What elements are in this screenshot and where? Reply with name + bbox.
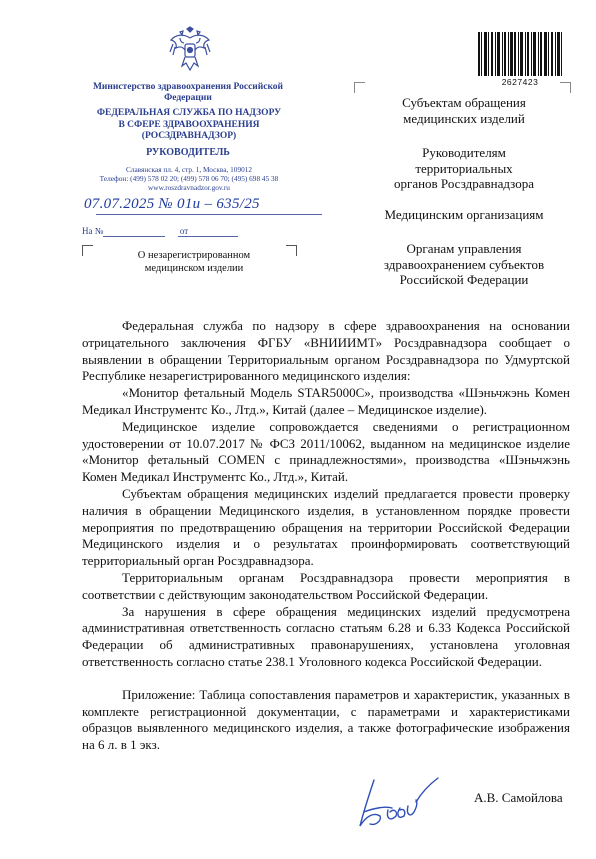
agency-line-2: В СФЕРЕ ЗДРАВООХРАНЕНИЯ	[118, 119, 260, 130]
addressee-3-line-1: Медицинским организациям	[384, 207, 544, 222]
addressee-corner-right	[560, 82, 571, 93]
body-paragraph-2: «Монитор фетальный Модель STAR5000C», производства «Шэньчжэнь Комен Медикал Инструментс Ко., Лтд.», Китай (далее – Медицинское изделие).	[82, 385, 570, 417]
addressee-corner-left	[354, 82, 365, 93]
addressee-3	[356, 207, 572, 223]
contacts	[76, 165, 302, 192]
na-label: На №	[82, 226, 104, 236]
addressee-1-line-1: Субъектам обращения	[402, 95, 526, 110]
appendix-paragraph: Приложение: Таблица сопоставления параметров и характеристик, указанных в комплекте регистрационной документации, с параметрами и характеристиками образцов выявленного медицинского изделия, а также фотографические изображения на 6 л. в 1 экз.	[82, 686, 570, 753]
phones: Телефон: (499) 578 02 20; (499) 578 06 70; (495) 698 45 38	[99, 174, 279, 183]
body-paragraph-5: Территориальным органам Росздравнадзора провести мероприятия в соответствии с действующим законодательством Российской Федерации.	[82, 569, 570, 602]
addressee-4-line-2: здравоохранением субъектов	[383, 256, 545, 272]
website: www.roszdravnadzor.gov.ru	[148, 183, 230, 192]
ot-label: от	[179, 226, 189, 236]
state-emblem-icon	[168, 26, 212, 74]
addressee-2-line-3: органов Росздравнадзора	[393, 176, 535, 191]
body-paragraph-4: Субъектам обращения медицинских изделий предлагается провести проверку наличия в обращении Медицинского изделия, в установленном порядке провести мероприятия по предотвращению обращения на территории Российской Федерации Медицинского изделия и о результатах проинформировать соответствующий территориальный орган Росздравнадзора.	[82, 485, 570, 569]
subject-corner-right	[286, 245, 297, 256]
addressee-1	[356, 95, 572, 126]
registration-number-handwritten: 07.07.2025 № 01и – 635/25	[84, 196, 260, 212]
agency-line-3: (РОСЗДРАВНАДЗОР)	[141, 131, 237, 141]
body-paragraph-3: Медицинское изделие сопровождается сведениями о регистрационном удостоверении от 10.07.2017 № ФСЗ 2011/10062, выданном на медицинское изделие «Монитор фетальный COMEN с принадлежностями», производства «Шэньчжэнь Комен Медикал Инструментс Ко., Лтд.», Китай.	[82, 418, 570, 485]
subject-corner-left	[82, 245, 93, 256]
signer-name: А.В. Самойлова	[474, 790, 563, 805]
reference-number-underline	[103, 236, 165, 237]
agency-name	[80, 108, 298, 143]
subject-line	[104, 249, 284, 275]
handwritten-signature	[352, 772, 444, 834]
barcode-number: 2627423	[501, 77, 539, 87]
addressee-2-line-2: территориальных	[415, 160, 513, 176]
body-paragraph-1: Федеральная служба по надзору в сфере здравоохранения на основании отрицательного заключения ФГБУ «ВНИИИМТ» Росздравнадзора сообщает о выявлении в обращении Территориальным органом Росздравнадзора по Удмуртской Республике незарегистрированного медицинского изделия:	[82, 318, 570, 384]
reference-date-underline	[178, 236, 238, 237]
ministry-name: Министерство здравоохранения Российской Федерации	[92, 82, 284, 103]
addressee-4-line-3: Российской Федерации	[399, 272, 529, 287]
subject-line-2: медицинском изделии	[144, 263, 244, 274]
letter-body	[82, 318, 570, 754]
addressee-4-line-1: Органам управления	[406, 241, 522, 256]
addressee-2-line-1: Руководителям	[422, 145, 506, 160]
address: Славянская пл. 4, стр. 1, Москва, 109012	[125, 165, 253, 174]
body-paragraph-6: За нарушения в сфере обращения медицинских изделий предусмотрена административная ответственность согласно статьям 6.28 и 6.33 Кодекса Российской Федерации об административных правонарушениях, установлена уголовная ответственность согласно статье 238.1 Уголовного кодекса Российской Федерации.	[82, 603, 570, 669]
addressee-2	[356, 145, 572, 192]
barcode	[478, 32, 562, 76]
reference-row	[82, 226, 188, 236]
head-role: РУКОВОДИТЕЛЬ	[146, 147, 230, 158]
addressee-1-line-2: медицинских изделий	[403, 110, 525, 126]
addressee-4	[356, 241, 572, 288]
subject-line-1: О незарегистрированном	[137, 250, 251, 261]
registration-underline	[96, 214, 322, 215]
agency-line-1: ФЕДЕРАЛЬНАЯ СЛУЖБА ПО НАДЗОРУ	[96, 108, 282, 118]
